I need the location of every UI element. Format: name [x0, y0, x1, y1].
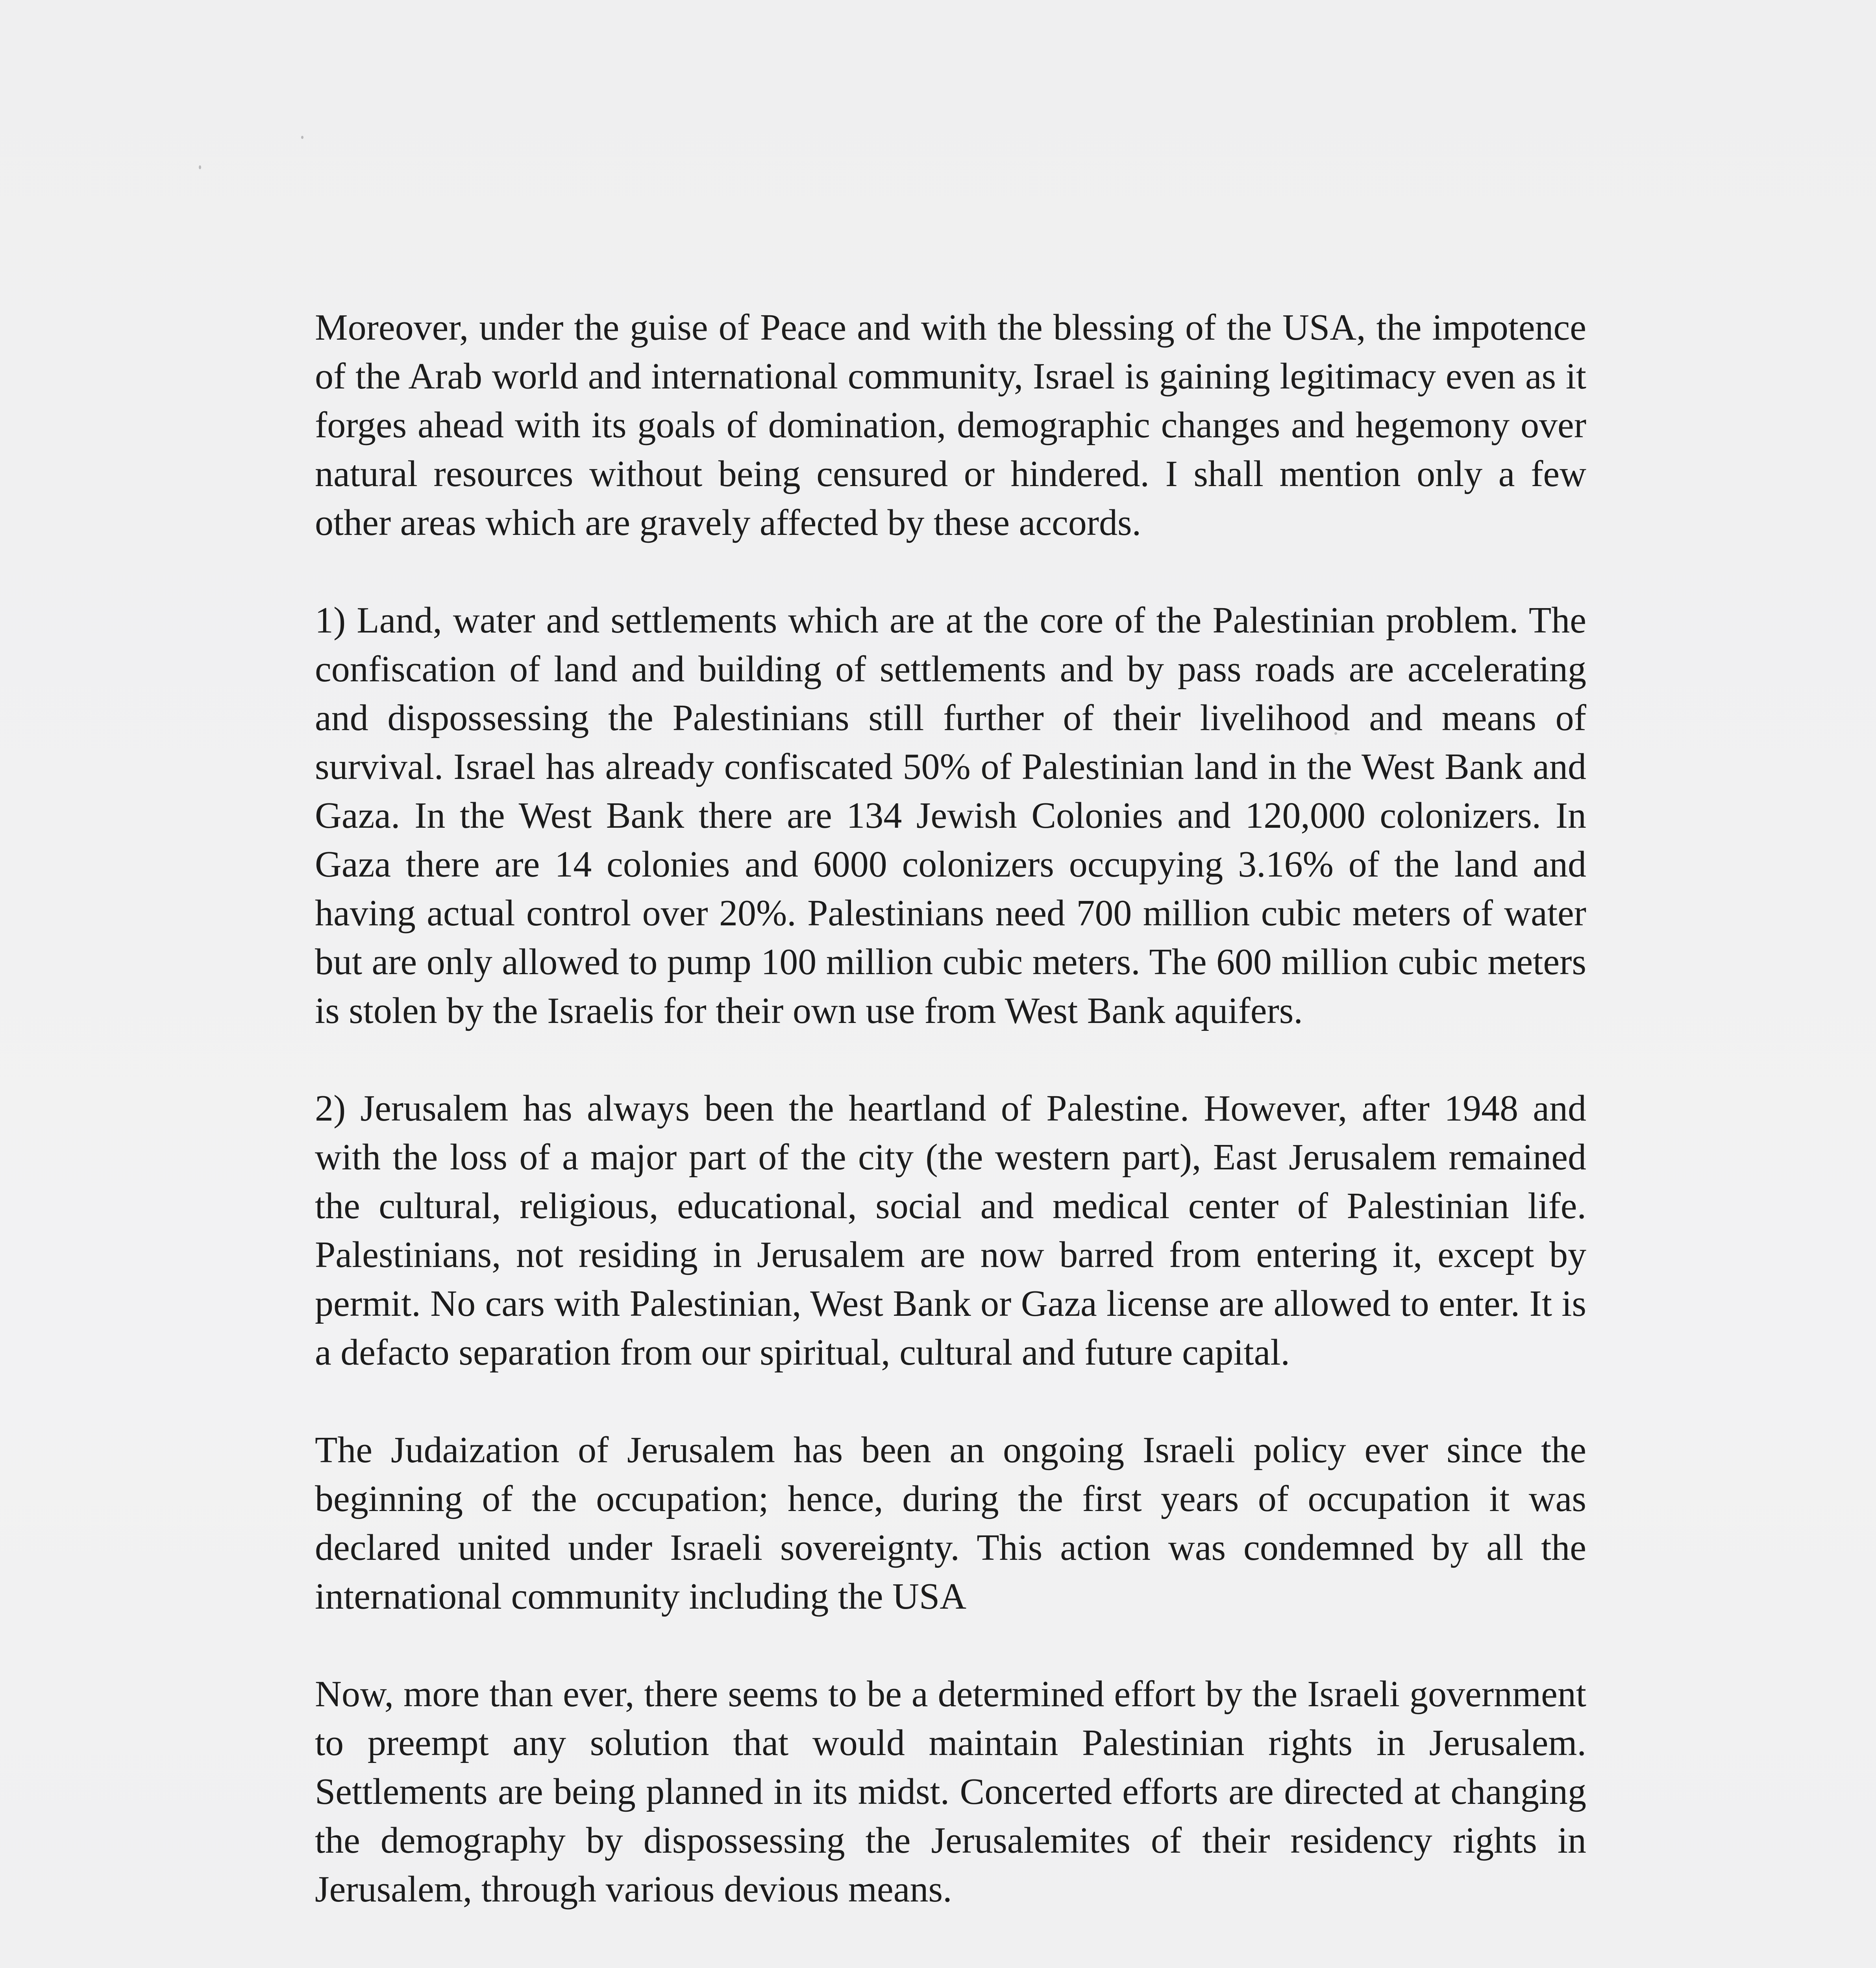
body-text [315, 303, 1586, 1914]
paragraph-judaization: The Judaization of Jerusalem has been an ongoing Israeli policy ever since the beginning of the occupation; hence, during the first years of occupation it was declared united under Israeli sovereignty. This action was condemned by all the international community including the USA [315, 1430, 1586, 1617]
paragraph-land-water-settlements: 1) Land, water and settlements which are at the core of the Palestinian problem. The confiscation of land and building of settlements and by pass roads are accelerating and dispossessing the Palestinians still further of their livelihood and means of survival. Israel has already confiscated 50% of Palestinian land in the West Bank and Gaza. In the West Bank there are 134 Jewish Colonies and 120,000 colonizers. In Gaza there are 14 colonies and 6000 colonizers occupying 3.16% of the land and having actual control over 20%. Palestinians need 700 million cubic meters of water but are only allowed to pump 100 million cubic meters. The 600 million cubic meters is stolen by the Israelis for their own use from West Bank aquifers. [315, 600, 1586, 1031]
paragraph-determined-effort: Now, more than ever, there seems to be a determined effort by the Israeli government to preempt any solution that would maintain Palestinian rights in Jerusalem. Settlements are being planned in its midst. Concerted efforts are directed at changing the demography by dispossessing the Jerusalemites of their residency rights in Jerusalem, through various devious means. [315, 1674, 1586, 1910]
paper-speck [199, 165, 201, 169]
paragraph-jerusalem-heartland: 2) Jerusalem has always been the heartland of Palestine. However, after 1948 and with the loss of a major part of the city (the western part), East Jerusalem remained the cultural, religious, educational, social and medical center of Palestinian life. Palestinians, not residing in Jerusalem are now barred from entering it, except by permit. No cars with Palestinian, West Bank or Gaza license are allowed to enter. It is a defacto separation from our spiritual, cultural and future capital. [315, 1088, 1586, 1373]
paper-speck [301, 136, 303, 139]
paragraph-intro: Moreover, under the guise of Peace and with the blessing of the USA, the impotence of the Arab world and international community, Israel is gaining legitimacy even as it forges ahead with its goals of domination, demographic changes and hegemony over natural resources without being censured or hindered. I shall mention only a few other areas which are gravely affected by these accords. [315, 307, 1586, 543]
